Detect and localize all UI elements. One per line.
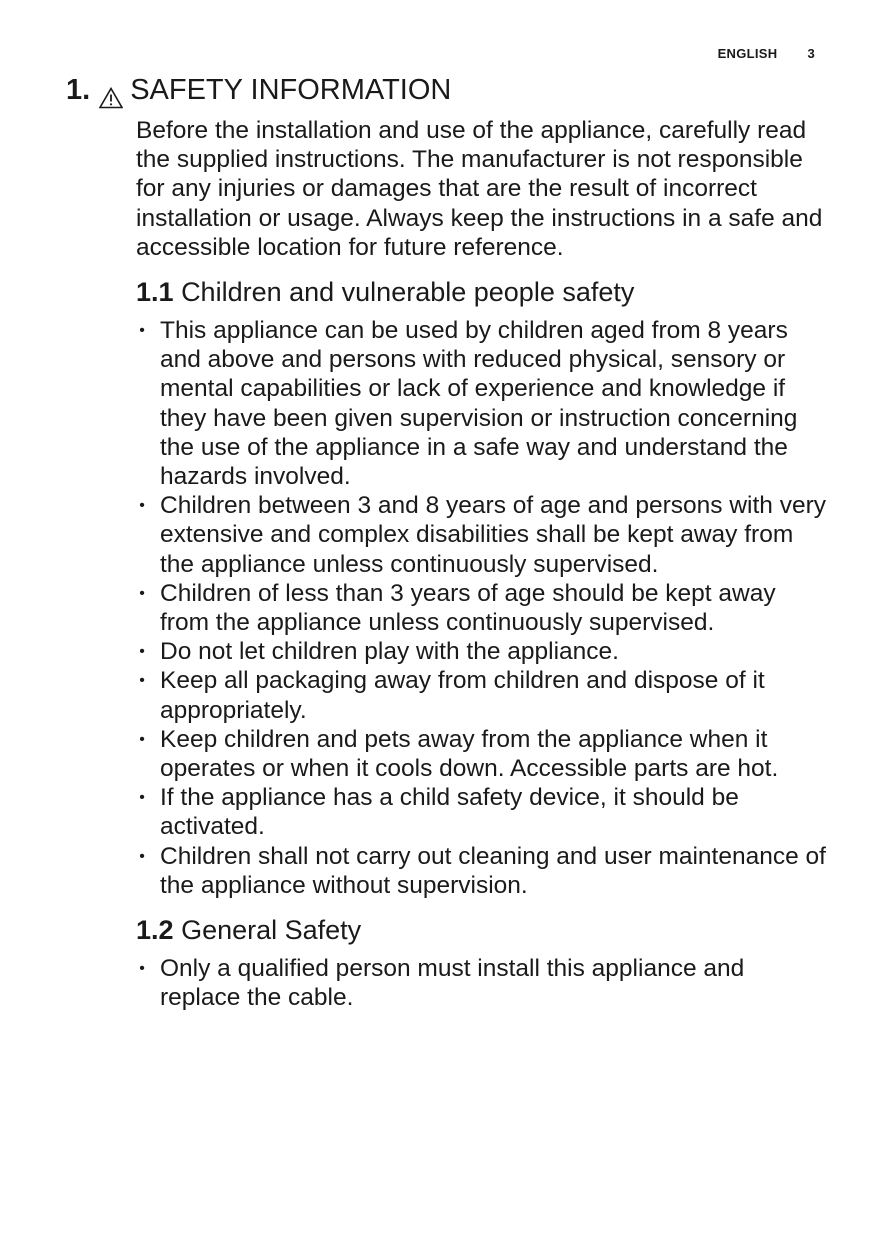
list-item (136, 783, 826, 841)
language-label: ENGLISH (717, 46, 778, 61)
list-item (136, 637, 826, 666)
list-item-text: This appliance can be used by children aged from 8 years and above and persons with reduced physical, sensory or mental capabilities or lack of experience and knowledge if they have been given supervision or instruction concerning the use of the appliance in a safe way and understand the hazards involved. (160, 317, 798, 491)
bullet-icon: • (139, 672, 145, 690)
bullet-icon: • (139, 730, 145, 748)
subsection-heading-1-1 (136, 276, 826, 308)
bullet-icon: • (139, 584, 145, 602)
warning-triangle-icon (99, 80, 123, 102)
list-item-text: Children between 3 and 8 years of age and persons with very extensive and complex disabilities shall be kept away from the appliance unless continuously supervised. (160, 492, 826, 578)
bullet-list-general-safety (136, 954, 826, 1012)
bullet-list-children-safety (136, 316, 826, 900)
bullet-icon: • (139, 847, 145, 865)
list-item-text: If the appliance has a child safety device, it should be activated. (160, 784, 739, 841)
list-item-text: Keep children and pets away from the appliance when it operates or when it cools down. Accessible parts are hot. (160, 725, 779, 783)
intro-paragraph: Before the installation and use of the appliance, carefully read the supplied instructions. The manufacturer is not responsible for any injuries or damages that are the result of incorrect installation or usage. Always keep the instructions in a safe and accessible location for future reference. (136, 117, 823, 261)
list-item-text: Keep all packaging away from children and dispose of it appropriately. (160, 667, 765, 724)
subsection-title: General Safety (181, 915, 362, 946)
bullet-icon: • (139, 960, 145, 978)
section-title: SAFETY INFORMATION (130, 74, 452, 106)
list-item (136, 579, 826, 637)
list-item (136, 725, 826, 783)
subsection-number: 1.1 (136, 277, 174, 308)
list-item (136, 316, 826, 491)
list-item (136, 491, 826, 579)
list-item-text: Children of less than 3 years of age should be kept away from the appliance unless continuously supervised. (160, 579, 776, 637)
subsection-title: Children and vulnerable people safety (181, 277, 635, 308)
section-number: 1. (66, 74, 91, 106)
section-heading (66, 70, 451, 110)
list-item-text: Do not let children play with the appliance. (160, 638, 619, 666)
list-item-text: Only a qualified person must install this appliance and replace the cable. (160, 955, 745, 1012)
subsection-heading-1-2 (136, 914, 826, 946)
page-header (718, 46, 815, 61)
subsection-number: 1.2 (136, 915, 174, 946)
bullet-icon: • (139, 497, 145, 515)
bullet-icon: • (139, 643, 145, 661)
list-item (136, 842, 826, 900)
bullet-icon: • (139, 322, 145, 340)
list-item (136, 954, 826, 1012)
list-item (136, 666, 826, 724)
bullet-icon: • (139, 789, 145, 807)
content-body (136, 116, 826, 1026)
list-item-text: Children shall not carry out cleaning and user maintenance of the appliance without supervision. (160, 842, 826, 899)
page-number: 3 (807, 46, 815, 61)
